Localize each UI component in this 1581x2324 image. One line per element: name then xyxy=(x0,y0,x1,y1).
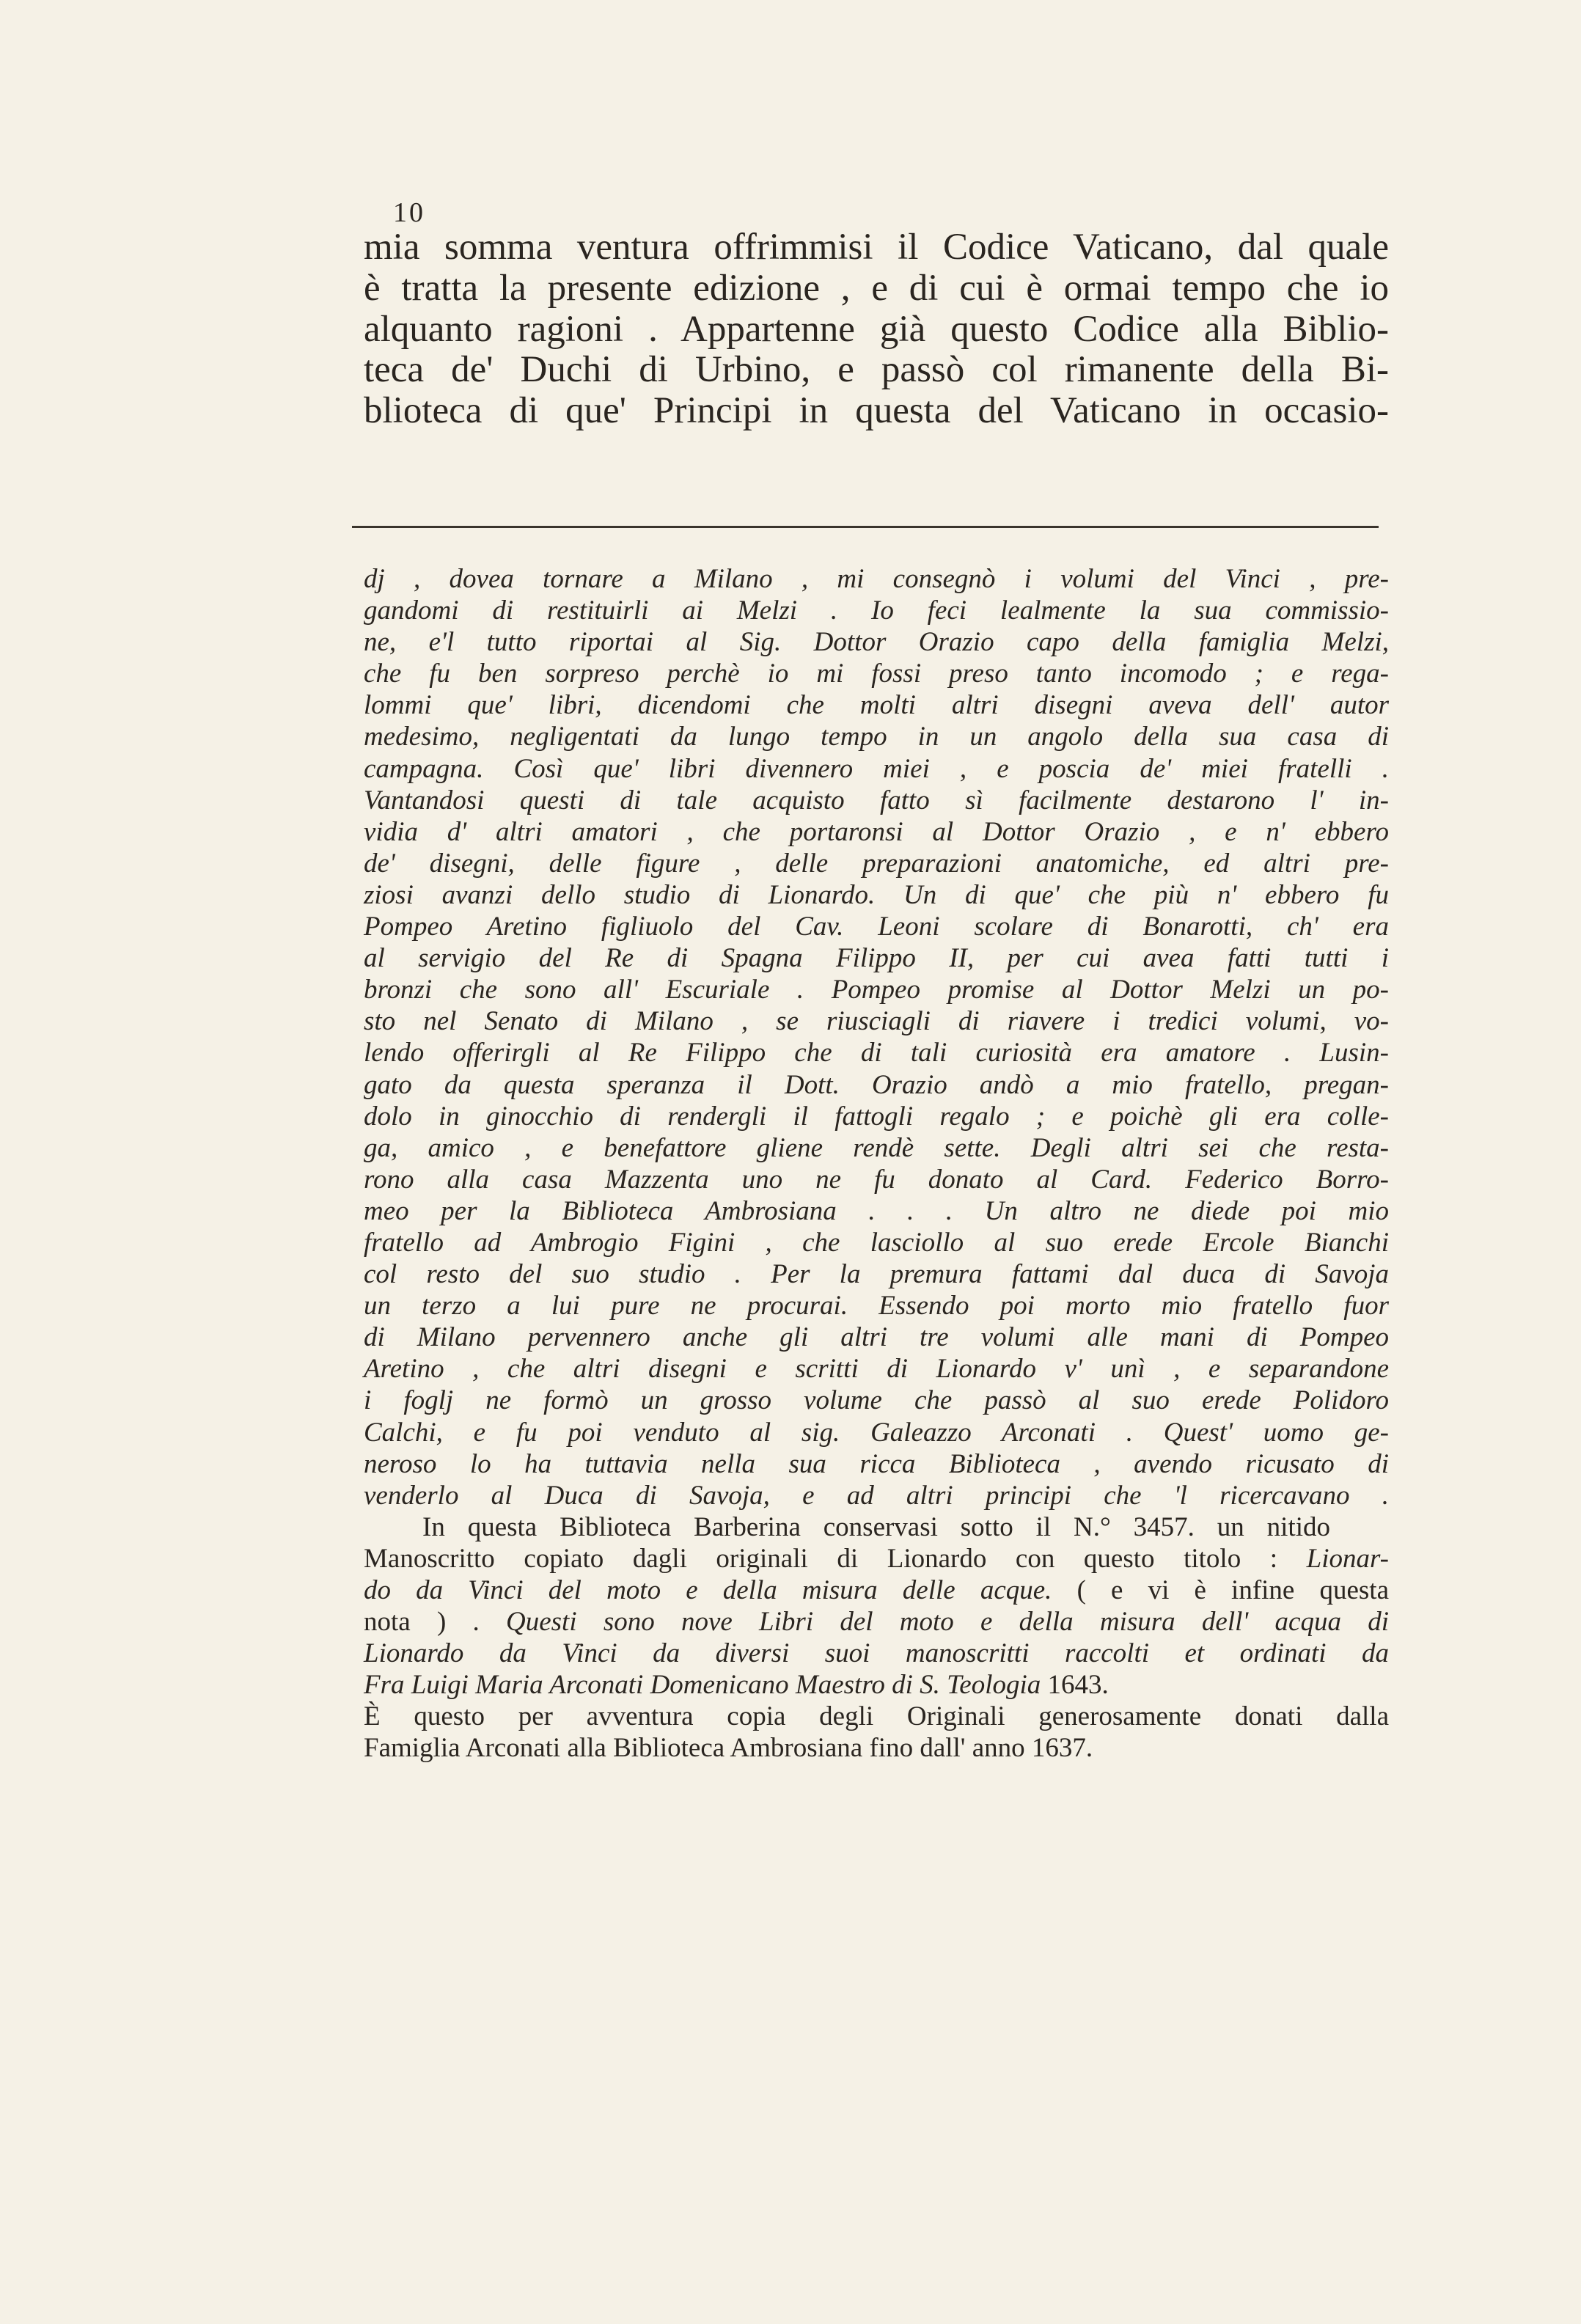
footnote-para2-line: Famiglia Arconati alla Biblioteca Ambrosiana fino dall' anno 1637. xyxy=(364,1733,1093,1764)
main-text-line: mia somma ventura offrimmisi il Codice Vaticano, dal quale xyxy=(364,227,1389,268)
footnote-para2-line: In questa Biblioteca Barberina conservasi sotto il N.° 3457. un nitido xyxy=(422,1511,1330,1542)
main-text-line: blioteca di que' Principi in questa del Vaticano in occasio- xyxy=(364,390,1389,432)
footnote-line: Pompeo Aretino figliuolo del Cav. Leoni scolare di Bonarotti, ch' era xyxy=(364,912,1389,942)
footnote-line: lommi que' libri, dicendomi che molti altri disegni aveva dell' autor xyxy=(364,690,1389,721)
footnote-para2-roman: 1643. xyxy=(1047,1670,1109,1701)
footnote-line: che fu ben sorpreso perchè io mi fossi preso tanto incomodo ; e rega- xyxy=(364,659,1389,689)
footnote-para2-italic: Questi sono nove Libri del moto e della misura dell' acqua di xyxy=(506,1607,1389,1638)
footnote-line: Calchi, e fu poi venduto al sig. Galeazzo Arconati . Quest' uomo ge- xyxy=(364,1417,1389,1448)
footnote-line: gandomi di restituirli ai Melzi . Io feci lealmente la sua commissio- xyxy=(364,595,1389,626)
footnote-line: sto nel Senato di Milano , se riusciagli di riavere i tredici volumi, vo- xyxy=(364,1006,1389,1037)
footnote-divider xyxy=(352,526,1379,528)
footnote-line: neroso lo ha tuttavia nella sua ricca Biblioteca , avendo ricusato di xyxy=(364,1448,1389,1479)
footnote-line: ga, amico , e benefattore gliene rendè sette. Degli altri sei che resta- xyxy=(364,1132,1389,1163)
footnote-line: fratello ad Ambrogio Figini , che lasciollo al suo erede Ercole Bianchi xyxy=(364,1227,1389,1258)
footnote-para2-italic: Fra Luigi Maria Arconati Domenicano Maestro di S. Teologia xyxy=(364,1670,1041,1701)
footnote-line: meo per la Biblioteca Ambrosiana . . . Un altro ne diede poi mio xyxy=(364,1195,1389,1226)
footnote-line: ziosi avanzi dello studio di Lionardo. Un di que' che più n' ebbero fu xyxy=(364,879,1389,910)
footnote-line: lendo offerirgli al Re Filippo che di tali curiosità era amatore . Lusin- xyxy=(364,1038,1389,1068)
main-text-line: è tratta la presente edizione , e di cui è ormai tempo che io xyxy=(364,267,1389,309)
main-text-line: teca de' Duchi di Urbino, e passò col rimanente della Bi- xyxy=(364,349,1389,391)
footnote-para2-line: Lionardo da Vinci da diversi suoi manoscritti raccolti et ordinati da xyxy=(364,1638,1389,1669)
footnote-line: rono alla casa Mazzenta uno ne fu donato al Card. Federico Borro- xyxy=(364,1164,1389,1195)
footnote-block xyxy=(364,563,1389,1764)
footnote-para2-roman: Manoscritto copiato dagli originali di Lionardo con questo titolo : xyxy=(364,1543,1278,1574)
footnote-line: dj , dovea tornare a Milano , mi consegnò i volumi del Vinci , pre- xyxy=(364,564,1389,594)
footnote-para2-roman: nota ) . xyxy=(364,1607,480,1638)
footnote-line: al servigio del Re di Spagna Filippo II, per cui avea fatti tutti i xyxy=(364,943,1389,974)
footnote-line: di Milano pervennero anche gli altri tre volumi alle mani di Pompeo xyxy=(364,1322,1389,1353)
footnote-para2-line xyxy=(364,1543,1389,1575)
footnote-para2-italic: do da Vinci del moto e della misura delle acque. xyxy=(364,1575,1052,1605)
footnote-line: Aretino , che altri disegni e scritti di Lionardo v' unì , e separandone xyxy=(364,1354,1389,1385)
footnote-para2-italic: Lionar- xyxy=(1306,1543,1389,1574)
footnote-line: de' disegni, delle figure , delle preparazioni anatomiche, ed altri pre- xyxy=(364,848,1389,879)
footnote-line: col resto del suo studio . Per la premura fattami dal duca di Savoja xyxy=(364,1259,1389,1290)
footnote-para2-line: È questo per avventura copia degli Originali generosamente donati dalla xyxy=(364,1701,1389,1732)
footnote-para2-line xyxy=(364,1669,1389,1701)
main-text-line: alquanto ragioni . Appartenne già questo Codice alla Biblio- xyxy=(364,308,1389,350)
footnote-line: un terzo a lui pure ne procurai. Essendo poi morto mio fratello fuor xyxy=(364,1291,1389,1322)
footnote-line: bronzi che sono all' Escuriale . Pompeo promise al Dottor Melzi un po- xyxy=(364,975,1389,1005)
footnote-line: venderlo al Duca di Savoja, e ad altri principi che 'l ricercavano . xyxy=(364,1480,1389,1511)
footnote-line: ne, e'l tutto riportai al Sig. Dottor Orazio capo della famiglia Melzi, xyxy=(364,627,1389,658)
footnote-line: campagna. Così que' libri divennero miei , e poscia de' miei fratelli . xyxy=(364,753,1389,784)
page-number: 10 xyxy=(393,197,425,228)
footnote-para2-roman: ( e vi è infine questa xyxy=(1076,1575,1389,1605)
footnote-line: vidia d' altri amatori , che portaronsi al Dottor Orazio , e n' ebbero xyxy=(364,816,1389,847)
main-text-block xyxy=(364,227,1389,432)
footnote-para2-line xyxy=(364,1606,1389,1638)
footnote-line: medesimo, negligentati da lungo tempo in un angolo della sua casa di xyxy=(364,722,1389,752)
footnote-para2-line xyxy=(364,1575,1389,1606)
footnote-line: i foglj ne formò un grosso volume che passò al suo erede Polidoro xyxy=(364,1385,1389,1416)
footnote-line: dolo in ginocchio di rendergli il fattogli regalo ; e poichè gli era colle- xyxy=(364,1101,1389,1132)
footnote-line: Vantandosi questi di tale acquisto fatto sì facilmente destarono l' in- xyxy=(364,785,1389,815)
footnote-line: gato da questa speranza il Dott. Orazio andò a mio fratello, pregan- xyxy=(364,1069,1389,1100)
